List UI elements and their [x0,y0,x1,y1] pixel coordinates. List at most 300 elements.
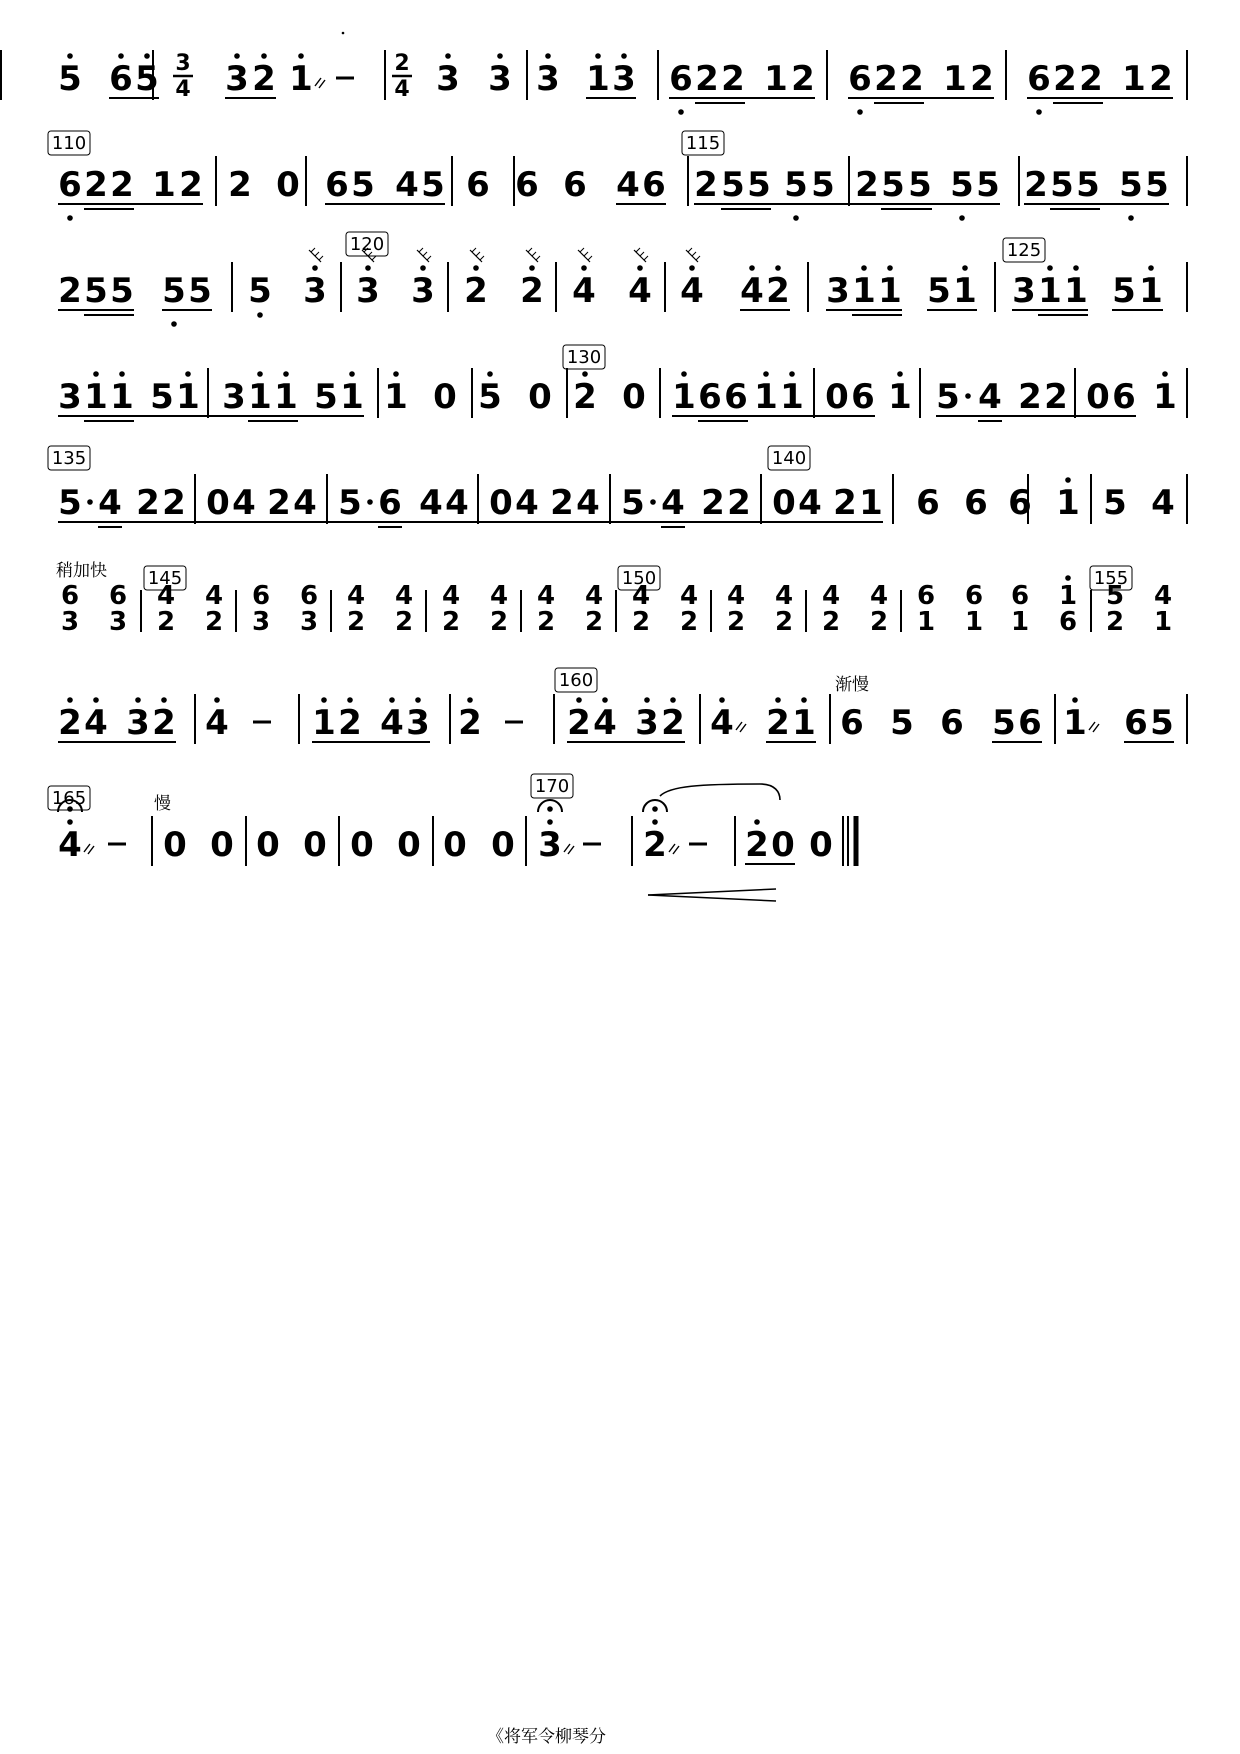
octave-dot [959,215,965,221]
measure-number-label: 160 [558,670,594,691]
chord-note-lower: 2 [536,607,556,637]
note: 5 [936,377,960,417]
octave-dot [93,697,99,703]
jianpu-notation [1,32,1187,901]
note: 3 [536,59,560,99]
chord-note-lower: 2 [774,607,794,637]
chord-note-upper: 4 [584,581,604,611]
note: 3 [436,59,460,99]
note: 3 [222,377,246,417]
hairpin-lower [648,895,776,901]
octave-dot [214,697,220,703]
repeat-stroke [568,846,574,854]
note: 1 [1056,483,1080,523]
repeat-stroke [319,80,325,88]
chord-note-lower: 2 [631,607,651,637]
octave-dot [754,819,760,825]
octave-dot [1073,265,1079,271]
repeat-stroke [564,844,570,852]
chord-note-lower: 2 [156,607,176,637]
note: 5 [784,165,808,205]
note: 2 [58,703,82,743]
note: 1 [859,483,883,523]
note: 6 [1112,377,1136,417]
chord-note-lower: 2 [1105,607,1125,637]
tremolo-tick [427,256,431,260]
note: 3 [538,825,562,865]
note: 5 [1112,271,1136,311]
note: 3 [126,703,150,743]
tremolo-tick [319,256,323,260]
note: 4 [515,483,539,523]
octave-dot [581,265,587,271]
note: 5 [110,271,134,311]
note: 0 [397,825,421,865]
note: 5 [927,271,951,311]
note: 4 [628,271,652,311]
octave-dot [347,697,353,703]
note: 2 [162,483,186,523]
tremolo-tick [419,248,423,252]
page-speck [342,32,345,35]
note: 5 [338,483,362,523]
octave-dot [1047,265,1053,271]
note: 6 [840,703,864,743]
note: 3 [826,271,850,311]
chord-note-lower: 2 [394,607,414,637]
tremolo-tick [311,248,315,252]
chord-note-lower: 2 [584,607,604,637]
octave-dot [650,499,656,505]
tremolo-tick [315,252,319,256]
note: 4 [395,165,419,205]
note: 2 [695,59,719,99]
octave-dot [678,109,684,115]
note: 2 [550,483,574,523]
note: 1 [110,377,134,417]
octave-dot [801,697,807,703]
measure-number [531,774,573,798]
note: 6 [378,483,402,523]
chord-note-lower: 1 [1010,607,1030,637]
note: 6 [466,165,490,205]
note: 6 [109,59,133,99]
measure-number-label: 110 [51,133,87,154]
chord-note-upper: 6 [60,581,80,611]
measure-number-label: 170 [534,776,570,797]
note: 6 [851,377,875,417]
note: 0 [350,825,374,865]
note: 3 [58,377,82,417]
octave-dot [365,265,371,271]
octave-dot [161,697,167,703]
note: 0 [276,165,300,205]
repeat-stroke [736,722,742,730]
chord-note-lower: 2 [821,607,841,637]
octave-dot [547,819,553,825]
octave-dot [689,265,695,271]
note: 6 [848,59,872,99]
note: 5 [1076,165,1100,205]
note: 4 [576,483,600,523]
chord-note-upper: 4 [869,581,889,611]
note: 5 [1050,165,1074,205]
note: 0 [771,825,795,865]
repeat-stroke [1093,724,1099,732]
chord-note-lower: 3 [60,607,80,637]
octave-dot [1128,215,1134,221]
note: 5 [84,271,108,311]
chord-note-lower: 6 [1058,607,1078,637]
note: 1 [176,377,200,417]
tremolo-tick [528,248,532,252]
note: 2 [721,59,745,99]
note: 2 [136,483,160,523]
octave-dot [349,371,355,377]
note: 1 [248,377,272,417]
octave-dot [595,53,601,59]
measure-number [555,668,597,692]
note: 6 [916,483,940,523]
note: 5 [811,165,835,205]
note: 1 [152,165,176,205]
note: 1 [888,377,912,417]
octave-dot [1036,109,1042,115]
repeat-stroke [669,844,675,852]
note: 2 [84,165,108,205]
octave-dot [67,819,73,825]
note: 2 [228,165,252,205]
note: 4 [419,483,443,523]
octave-dot [367,499,373,505]
measure-number [682,131,724,155]
octave-dot [497,53,503,59]
measure-number [346,232,388,256]
octave-dot [257,312,263,318]
note: 4 [58,825,82,865]
chord-note-upper: 6 [916,581,936,611]
octave-dot [965,393,971,399]
tremolo-tick [644,256,648,260]
measure-number-label: 145 [147,568,183,589]
repeat-stroke [673,846,679,854]
repeat-stroke [740,724,746,732]
chord-note-lower: 2 [441,607,461,637]
note: 3 [488,59,512,99]
note: 2 [661,703,685,743]
octave-dot [234,53,240,59]
note: 0 [825,377,849,417]
chord-note-lower: 2 [869,607,889,637]
measure-number-label: 130 [566,347,602,368]
chord-note-lower: 3 [251,607,271,637]
chord-note-lower: 2 [726,607,746,637]
note: 1 [1063,703,1087,743]
note: 1 [764,59,788,99]
footer-title: 《将军令柳琴分 [487,1727,606,1747]
note: 6 [1018,703,1042,743]
note: 5 [135,59,159,99]
note: 0 [809,825,833,865]
note: 3 [303,271,327,311]
chord-note-lower: 3 [299,607,319,637]
note: 2 [573,377,597,417]
octave-dot [775,697,781,703]
repeat-stroke [315,78,321,86]
tremolo-tick [532,252,536,256]
octave-dot [87,499,93,505]
octave-dot [467,697,473,703]
note: 2 [179,165,203,205]
note: 1 [878,271,902,311]
note: 0 [1086,377,1110,417]
octave-dot [119,371,125,377]
measure-number-label: 120 [349,234,385,255]
note: 1 [1139,271,1163,311]
note: 2 [1044,377,1068,417]
note: 5 [421,165,445,205]
note: 1 [274,377,298,417]
note: 2 [252,59,276,99]
note: 4 [98,483,122,523]
octave-dot [487,371,493,377]
tremolo-tick [480,256,484,260]
note: 2 [458,703,482,743]
measure-number [618,566,660,590]
note: 4 [798,483,822,523]
note: 2 [833,483,857,523]
octave-dot [67,215,73,221]
measure-number-label: 150 [621,568,657,589]
note: 2 [1149,59,1173,99]
note: 5 [351,165,375,205]
octave-dot [545,53,551,59]
octave-dot [719,697,725,703]
chord-note-lower: 2 [204,607,224,637]
note: 1 [586,59,610,99]
note: 2 [110,165,134,205]
chord-note-upper: 6 [251,581,271,611]
note: 5 [908,165,932,205]
tremolo-tick [536,256,540,260]
note: 0 [210,825,234,865]
measure-number [1003,238,1045,262]
note: 4 [445,483,469,523]
octave-dot [763,371,769,377]
octave-dot [576,697,582,703]
octave-dot [1162,371,1168,377]
note: 0 [256,825,280,865]
note: 6 [325,165,349,205]
chord-note-upper: 4 [346,581,366,611]
octave-dot [652,806,658,812]
tremolo-tick [423,252,427,256]
note: 4 [616,165,640,205]
tempo-mark: 稍加快 [56,561,107,581]
octave-dot [393,371,399,377]
tempo-mark: 渐慢 [835,675,869,695]
note: 0 [163,825,187,865]
chord-note-lower: 1 [964,607,984,637]
note: 2 [152,703,176,743]
octave-dot [67,53,73,59]
note: 3 [356,271,380,311]
note: 0 [528,377,552,417]
note: 5 [621,483,645,523]
note: 6 [563,165,587,205]
note: 1 [672,377,696,417]
tremolo-tick [588,256,592,260]
octave-dot [547,806,553,812]
note: 1 [1153,377,1177,417]
octave-dot [529,265,535,271]
tremolo-tick [580,248,584,252]
note: 5 [162,271,186,311]
note: 2 [766,271,790,311]
octave-dot [135,697,141,703]
octave-dot [1065,477,1071,483]
note: 1 [1122,59,1146,99]
chord-note-upper: 5 [1105,581,1125,611]
octave-dot [257,371,263,377]
measure-number-label: 140 [771,448,807,469]
score-row [58,800,856,866]
note: 1 [943,59,967,99]
octave-dot [312,265,318,271]
chord-note-upper: 4 [536,581,556,611]
octave-dot [962,265,968,271]
note: 5 [976,165,1000,205]
note: 4 [740,271,764,311]
note: 5 [1145,165,1169,205]
octave-dot [445,53,451,59]
note: 5 [992,703,1016,743]
measure-number [768,446,810,470]
note: 2 [900,59,924,99]
octave-dot [670,697,676,703]
octave-dot [171,321,177,327]
note: 5 [1150,703,1174,743]
time-signature-numerator: 3 [175,51,191,76]
chord-note-upper: 6 [964,581,984,611]
note: 1 [384,377,408,417]
note: 2 [694,165,718,205]
chord-note-upper: 4 [489,581,509,611]
octave-dot [473,265,479,271]
chord-note-lower: 1 [916,607,936,637]
measure-number-label: 165 [51,788,87,809]
note: 5 [721,165,745,205]
note: 6 [669,59,693,99]
repeat-stroke [1089,722,1095,730]
slur [660,784,780,800]
note: 6 [964,483,988,523]
note: 4 [84,703,108,743]
tremolo-tick [636,248,640,252]
note: 2 [643,825,667,865]
chord-note-upper: 6 [1010,581,1030,611]
measure-number [144,566,186,590]
note: 1 [340,377,364,417]
chord-note-upper: 4 [821,581,841,611]
note: 4 [978,377,1002,417]
measure-number [563,345,605,369]
octave-dot [749,265,755,271]
tremolo-tick [692,252,696,256]
octave-dot [775,265,781,271]
chord-note-lower: 3 [108,607,128,637]
measure-number [48,786,90,810]
chord-note-lower: 2 [489,607,509,637]
note: 2 [874,59,898,99]
octave-dot [652,819,658,825]
note: 2 [791,59,815,99]
note: 2 [727,483,751,523]
note: 5 [314,377,338,417]
note: 1 [953,271,977,311]
tremolo-tick [640,252,644,256]
note: 1 [84,377,108,417]
note: 0 [433,377,457,417]
note: 0 [206,483,230,523]
chord-note-lower: 2 [679,607,699,637]
octave-dot [118,53,124,59]
note: 4 [572,271,596,311]
score-row [58,156,1187,221]
hairpin-upper [648,889,776,895]
note: 2 [745,825,769,865]
note: 1 [1038,271,1062,311]
note: 5 [478,377,502,417]
octave-dot [582,371,588,377]
note: 5 [248,271,272,311]
octave-dot [861,265,867,271]
octave-dot [637,265,643,271]
chord-note-upper: 4 [726,581,746,611]
chord-note-upper: 4 [441,581,461,611]
tremolo-tick [688,248,692,252]
note: 2 [766,703,790,743]
note: 2 [701,483,725,523]
note: 5 [58,59,82,99]
note: 2 [855,165,879,205]
measure-number [48,131,90,155]
octave-dot [389,697,395,703]
note: 6 [1027,59,1051,99]
tremolo-tick [476,252,480,256]
tremolo-tick [372,256,376,260]
note: 3 [406,703,430,743]
note: 6 [642,165,666,205]
octave-dot [857,109,863,115]
measure-number-label: 125 [1006,240,1042,261]
note: 2 [58,271,82,311]
tremolo-tick [472,248,476,252]
measure-number [48,446,90,470]
octave-dot [298,53,304,59]
note: 6 [1008,483,1032,523]
chord-note-upper: 4 [679,581,699,611]
octave-dot [681,371,687,377]
note: 5 [1119,165,1143,205]
note: 6 [724,377,748,417]
octave-dot [644,697,650,703]
score-row [58,474,1187,527]
note: 5 [881,165,905,205]
octave-dot [602,697,608,703]
note: 3 [1012,271,1036,311]
note: 4 [205,703,229,743]
